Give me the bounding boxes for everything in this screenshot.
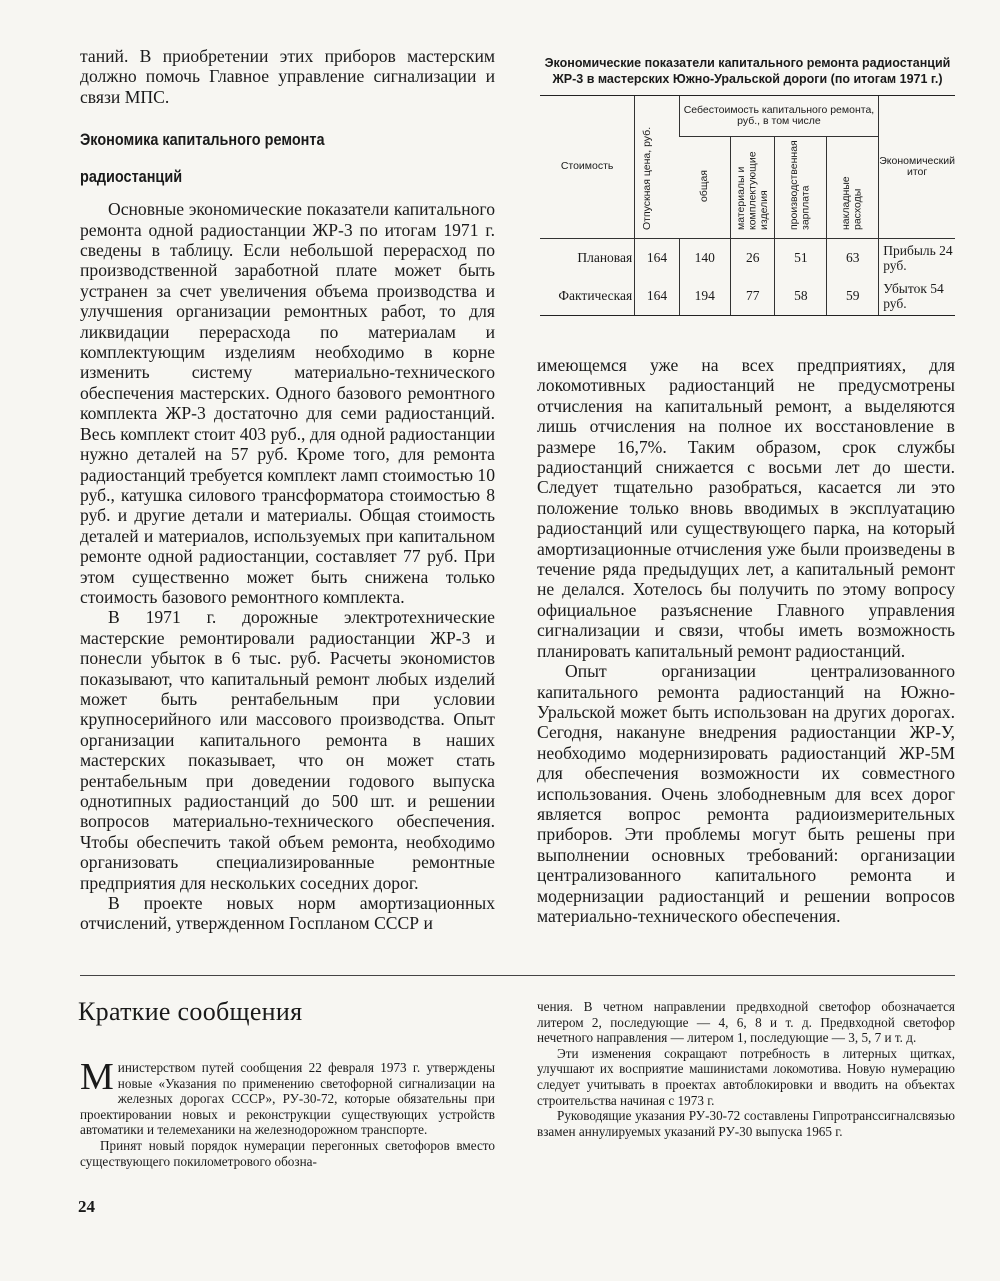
cell-overhead: 63 (827, 239, 879, 278)
cell-price: 164 (635, 277, 679, 315)
section-heading (80, 121, 433, 195)
header-total: общая (679, 137, 730, 239)
brief-right-column (537, 999, 955, 1139)
header-wages: производственная зарплата (775, 137, 827, 239)
table-row (540, 239, 955, 278)
body-paragraph-4: имеющемся уже на всех предприятиях, для локомотивных радиостанций не предусмотрены отчисления на капитальный ремонт, а выделяются лишь отчисления на полное их восстановление в размере 16,7%. Таким образом, срок службы радиостанций снижается с восьми лет до шести. Следует тщательно разобраться, касается ли это положение только вновь вводимых в эксплуатацию радиостанций или существующего парка, на который амортизационные отчисления уже были произведены в течение ряда предыдущих лет, а капитальный ремонт не делался. Хотелось бы получить по этому вопросу официальное разъяснение Главного управления сигнализации и связи, чтобы иметь возможность планировать капитальный ремонт радиостанций. (537, 355, 955, 661)
brief-paragraph-1: инистерством путей сообщения 22 февраля 1973 г. утверждены новые «Указания по применению светофорной сигнализации на железных дорогах СССР», РУ-30-72, которые обязательны при проектировании новых и реконструкции существующих устройств автоматики и телемеханики на железнодорожном транспорте. (80, 1060, 495, 1138)
brief-paragraph-2: Принят новый порядок нумерации перегонных светофоров вместо существующего покилометрового обозна- (80, 1137, 495, 1169)
section-divider (80, 975, 955, 976)
body-paragraph-1: Основные экономические показатели капитального ремонта одной радиостанции ЖР-3 по итогам 1971 г. сведены в таблицу. Если небольшой перерасход по производственной заработной плате может быть устранен за счет увеличения объема производства и улучшения организации ремонтных работ, то для ликвидации перерасхода по материалам и комплектующим изделиям необходимо в корне изменить систему материально-технического обеспечения мастерских. Одного базового ремонтного комплекта ЖР-3 достаточно для семи радиостанций. Весь комплект стоит 403 руб., для одной радиостанции нужно деталей на 57 руб. Кроме того, для ремонта радиостанций требуется комплект ламп стоимостью 10 руб., катушка силового трансформатора стоимостью 8 руб. и другие детали и материалы. Общая стоимость деталей и материалов, используемых при капитальном ремонте одной радиостанции, составляет 77 руб. При этом существенно может быть снижена только стоимость базового ремонтного комплекта. (80, 199, 495, 607)
body-paragraph-5: Опыт организации централизованного капитального ремонта радиостанций на Южно-Уральской может быть использован на других дорогах. Сегодня, накануне внедрения радиостанции ЖР-У, необходимо модернизировать радиостанций ЖР-5М для обеспечения возможности их совместного использования. Очень злободневным для всех дорог является вопрос ремонта радиоизмерительных приборов. Эти проблемы могут быть решены при выполнении основных требований: организации централизованного капитального ремонта и модернизации радиостанций и решении вопросов материально-технического обеспечения. (537, 661, 955, 926)
brief-paragraph-3: чения. В четном направлении предвходной светофор обозначается литером 2, последующие — 4, 6, 8 и т. д. Предвходной светофор нечетного направления — литером 1, последующие — 3, 5, 7 и т. д. (537, 999, 955, 1046)
brief-paragraph-4: Эти изменения сокращают потребность в литерных щитках, улучшают их восприятие машинистами локомотива. Новую нумерацию следует учитывать в проектах автоблокировки и вводить на объектах строительства начиная с 1973 г. (537, 1045, 955, 1108)
cell-materials: 26 (730, 239, 775, 278)
table-title: Экономические показатели капитального ремонта радиостанций ЖР-3 в мастерских Южно-Уральской дороги (по итогам 1971 г.) (544, 56, 951, 86)
cell-total: 194 (679, 277, 730, 315)
right-column (537, 355, 955, 926)
cell-total: 140 (679, 239, 730, 278)
left-column (80, 46, 495, 934)
section-heading-line1: Экономика капитального ремонта (80, 130, 325, 150)
drop-cap: М (80, 1056, 114, 1098)
header-price: Отпускная цена, руб. (635, 96, 679, 239)
cell-overhead: 59 (827, 277, 879, 315)
cell-price: 164 (635, 239, 679, 278)
row-label: Фактическая (558, 288, 633, 303)
table-row (540, 277, 955, 315)
header-materials: материалы и комплектующие изделия (730, 137, 775, 239)
page-number: 24 (78, 1197, 95, 1216)
cell-wages: 51 (775, 239, 827, 278)
table-block (540, 56, 955, 316)
header-cost: Стоимость (540, 96, 635, 239)
body-paragraph-3: В проекте новых норм амортизационных отчислений, утвержденном Госпланом СССР и (80, 893, 495, 934)
body-paragraph-2: В 1971 г. дорожные электротехнические мастерские ремонтировали радиостанции ЖР-3 и понесли убыток в 6 тыс. руб. Расчеты экономистов показывают, что капитальный ремонт любых изделий может быть рентабельным при условии крупносерийного или массового производства. Опыт организации капитального ремонта в наших мастерских показывает, что он может стать рентабельным при доведении годового выпуска однотипных радиостанций до 500 шт. и решении вопросов материально-технического обеспечения. Чтобы обеспечить такой объем ремонта, необходимо организовать специализированные ремонтные предприятия для нескольких соседних дорог. (80, 607, 495, 893)
cell-materials: 77 (730, 277, 775, 315)
cell-result: Прибыль 24 руб. (879, 239, 955, 278)
header-result: Экономический итог (879, 96, 955, 239)
cell-wages: 58 (775, 277, 827, 315)
header-overhead: накладные расходы (827, 137, 879, 239)
brief-paragraph-5: Руководящие указания РУ-30-72 составлены Гипротранссигналсвязью взамен аннулируемых указаний РУ-30 выпуска 1965 г. (537, 1108, 955, 1139)
header-cost-group: Себестоимость капитального ремонта, руб., в том числе (679, 96, 879, 137)
cell-result: Убыток 54 руб. (879, 277, 955, 315)
row-label: Плановая (577, 250, 633, 265)
economics-table (540, 95, 955, 316)
brief-section-title: Краткие сообщения (78, 997, 303, 1026)
section-heading-line2: радиостанций (80, 167, 183, 187)
brief-left-column (80, 1056, 495, 1169)
intro-paragraph: таний. В приобретении этих приборов мастерским должно помочь Главное управление сигнализации и связи МПС. (80, 46, 495, 107)
